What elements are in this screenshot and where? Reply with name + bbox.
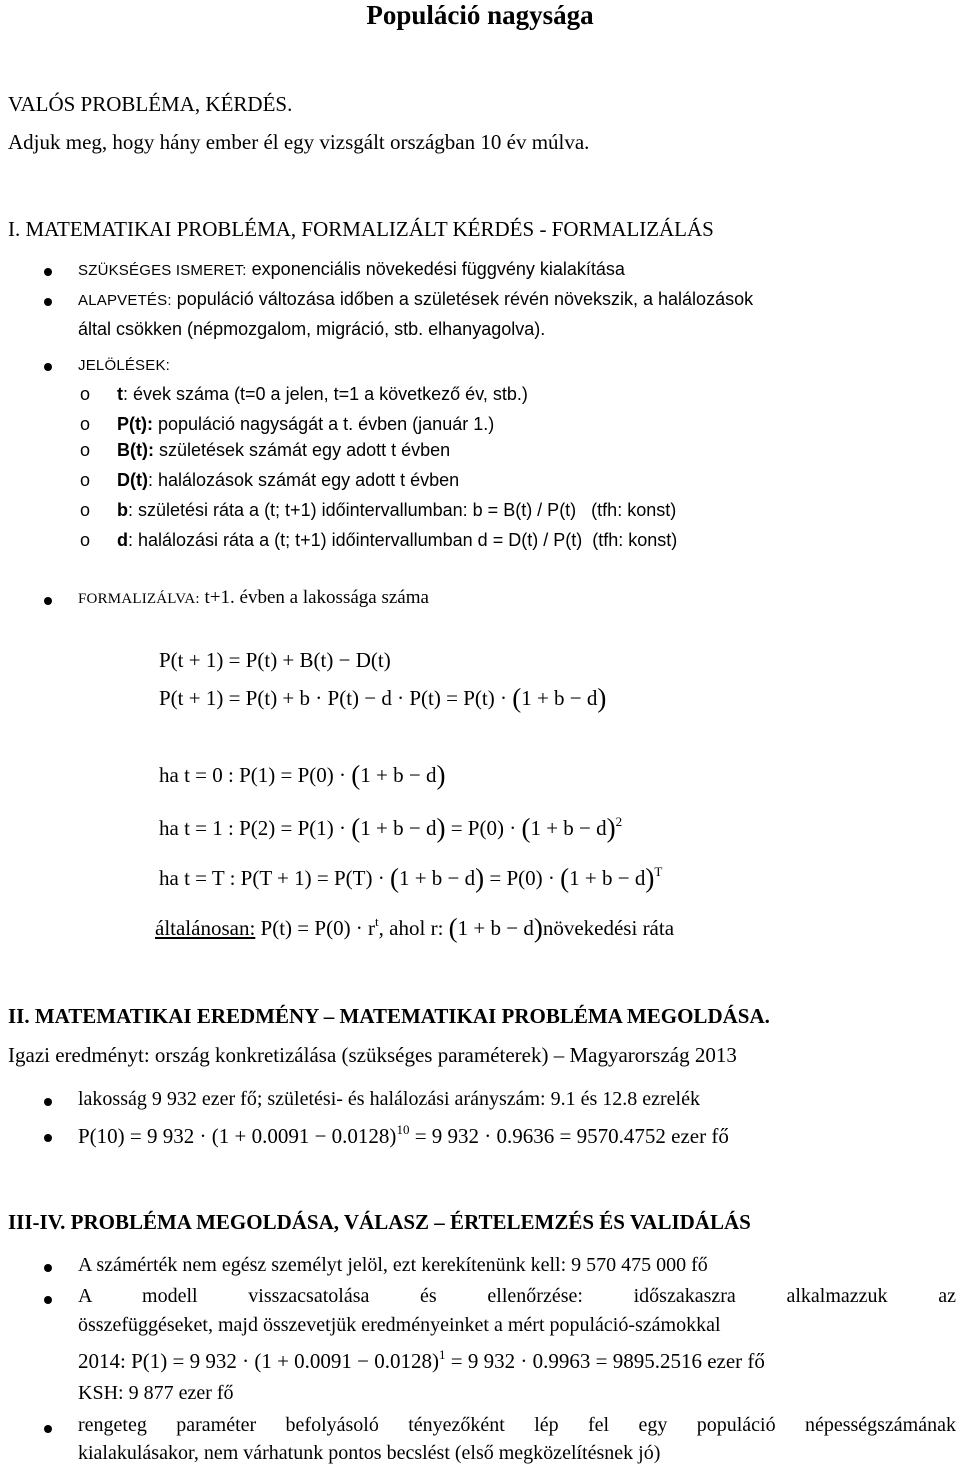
bullet-icon <box>44 1296 52 1304</box>
section-2-result: P(10) = 9 $932 \cdot (1 + 0.0091 - 0.0128)^{10} = 9$ 932 · 0.9636 = 9570.4752 ezer fő <box>78 1122 729 1148</box>
bullet-icon <box>44 363 52 371</box>
real-problem-question: Adjuk meg, hogy hány ember él egy vizsgált országban 10 év múlva. <box>8 130 590 154</box>
validation-line-1: A modell visszacsatolása és ellenőrzése: időszakaszra alkalmazzuk az <box>78 1285 956 1307</box>
validation-line-2: összefüggéseket, majd összevetjük eredményeinket a mért populáció-számokkal <box>78 1314 721 1336</box>
basis-line-1: ALAPVETÉS: populáció változása időben a születések révén növekszik, a halálozások <box>78 289 754 309</box>
notation-p: P(t): populáció nagyságát a t. évben (január 1.) <box>117 414 495 434</box>
notation-d: d: halálozási ráta a (t; t+1) időintervallumban d = D(t) / P(t) (tfh: konst) <box>117 530 678 550</box>
ksh-value: KSH: 9 877 ezer fő <box>78 1382 234 1404</box>
bullet-icon <box>44 268 52 276</box>
equation-2: P(t + 1) = P(t) + b · P(t) − d · P(t) = P(t) · (1 + b − d) <box>159 683 607 713</box>
bullet-icon <box>44 1425 52 1433</box>
bullet-icon <box>44 1134 52 1142</box>
section-3-heading: III-IV. PROBLÉMA MEGOLDÁSA, VÁLASZ – ÉRTELEMZÉS ÉS VALIDÁLÁS <box>8 1210 751 1234</box>
notation-marker: o <box>80 500 91 520</box>
section-1-heading: I. MATEMATIKAI PROBLÉMA, FORMALIZÁLT KÉRDÉS - FORMALIZÁLÁS <box>8 217 714 241</box>
equation-t1: ha t = 1 : $P(2) = P(1) \cdot (1 + b - d) = P(0) \cdot (1 + b - d)^2$ <box>159 813 623 843</box>
section-2-heading: II. MATEMATIKAI EREDMÉNY – MATEMATIKAI PROBLÉMA MEGOLDÁSA. <box>8 1004 770 1028</box>
rounding-note: A számérték nem egész személyt jelöl, ezt kerekítenünk kell: 9 570 475 000 fő <box>78 1254 708 1276</box>
notation-b-cap: B(t): születések számát egy adott t évben <box>117 440 451 460</box>
equation-1: P(t + 1) = P(t) + B(t) − D(t) <box>159 648 391 672</box>
notation-marker: o <box>80 470 91 490</box>
conclusion-line-2: kialakulásakor, nem várhatunk pontos becslést (első megközelítésnek jó) <box>78 1442 661 1464</box>
equation-general: általánosan: $P(t) = P(0) \cdot r^t$, ahol r: (1 + b − d)növekedési ráta <box>155 913 675 943</box>
equation-t0: ha t = 0 : P(1) = P(0) · (1 + b − d) <box>159 760 446 790</box>
basis-line-2: által csökken (népmozgalom, migráció, stb. elhanyagolva). <box>78 319 546 339</box>
bullet-icon <box>44 1098 52 1106</box>
notation-marker: o <box>80 530 91 550</box>
prereq-line: SZÜKSÉGES ISMERET: exponenciális növekedési függvény kialakítása <box>78 259 625 279</box>
notation-marker: o <box>80 414 91 434</box>
notation-marker: o <box>80 384 91 404</box>
notation-label: JELÖLÉSEK: <box>78 357 171 374</box>
page-title: Populáció nagysága <box>366 0 594 30</box>
bullet-icon <box>44 1264 52 1272</box>
notation-t: t: évek száma (t=0 a jelen, t=1 a következő év, stb.) <box>117 384 528 404</box>
notation-d-cap: D(t): halálozások számát egy adott t évben <box>117 470 460 490</box>
notation-b: b: születési ráta a (t; t+1) időintervallumban: b = B(t) / P(t) (tfh: konst) <box>117 500 677 520</box>
formalized-line: FORMALIZÁLVA: t+1. évben a lakossága száma <box>78 587 429 608</box>
section-2-data: lakosság 9 932 ezer fő; születési- és halálozási arányszám: 9.1 és 12.8 ezrelék <box>78 1088 700 1110</box>
equation-tT: ha t = T : $P(T + 1) = P(T) \cdot (1 + b - d) = P(0) \cdot (1 + b - d)^T$ <box>159 863 663 893</box>
bullet-icon <box>44 597 52 605</box>
real-problem-heading: VALÓS PROBLÉMA, KÉRDÉS. <box>8 92 293 116</box>
section-2-intro: Igazi eredményt: ország konkretizálása (szükséges paraméterek) – Magyarország 2013 <box>8 1043 737 1067</box>
conclusion-line-1: rengeteg paraméter befolyásoló tényezőként lép fel egy populáció népességszámának <box>78 1414 956 1436</box>
notation-marker: o <box>80 440 91 460</box>
validation-equation: 2014: P(1) = 9 $932 \cdot (1 + 0.0091 - 0.0128)^1 = 9$ 932 · 0.9963 = 9895.2516 ezer fő <box>78 1347 765 1373</box>
bullet-icon <box>44 298 52 306</box>
